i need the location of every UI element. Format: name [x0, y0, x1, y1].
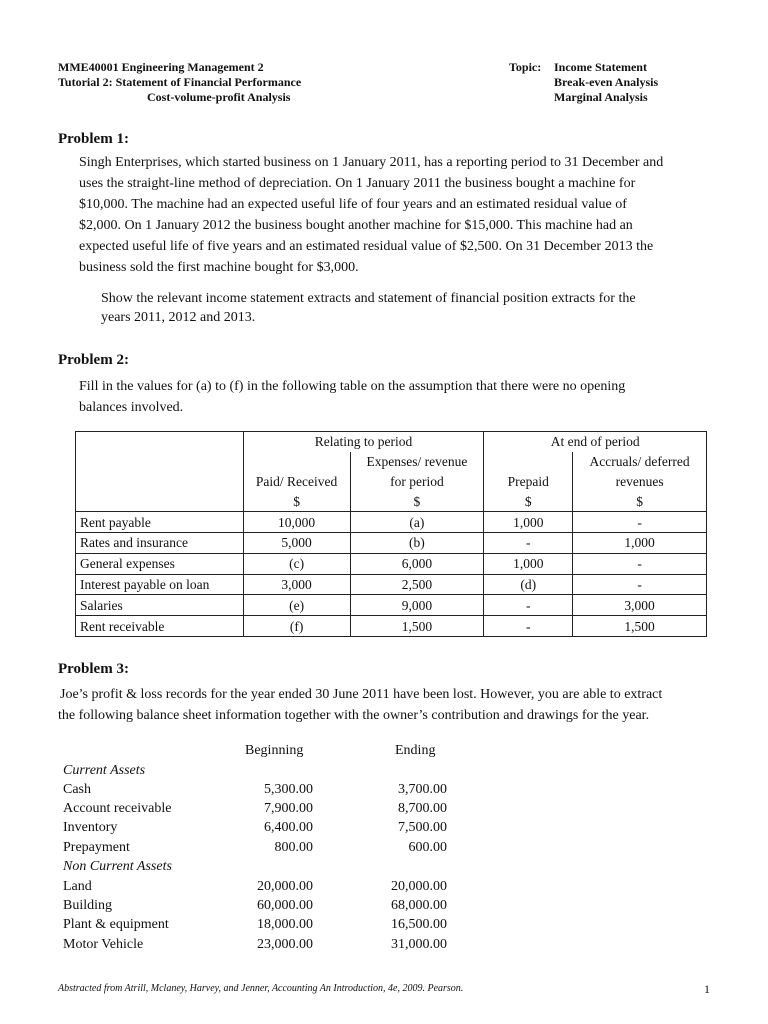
topic-list — [554, 60, 658, 105]
table-row — [76, 595, 707, 616]
problem-3-title: Problem 3: — [58, 661, 129, 677]
cell: - — [573, 553, 707, 574]
table-row — [76, 553, 707, 574]
tutorial-subtitle: Cost-volume-profit Analysis — [147, 90, 291, 104]
section-non-current-assets: Non Current Assets — [63, 859, 172, 874]
cell: - — [484, 616, 573, 637]
problem-1-task — [101, 289, 636, 327]
accruals-table — [75, 431, 707, 637]
text-line: $2,000. On 1 January 2012 the business bought another machine for $15,000. This machine had an — [79, 218, 633, 233]
problem-1-text — [79, 152, 663, 278]
text-line: the following balance sheet information together with the owner’s contribution and drawings for the year. — [58, 708, 650, 723]
col-header-expenses: for period — [350, 472, 484, 492]
cell: 3,000 — [243, 574, 350, 595]
cell: - — [484, 532, 573, 553]
table-row — [76, 616, 707, 637]
text-line: $10,000. The machine had an expected useful life of four years and an estimated residual value of — [79, 197, 627, 212]
text-line: balances involved. — [79, 400, 184, 415]
text-line: Fill in the values for (a) to (f) in the following table on the assumption that there were no opening — [79, 379, 626, 394]
col-header-prepaid: Prepaid — [484, 472, 573, 492]
cell: 1,500 — [350, 616, 484, 637]
row-label: General expenses — [76, 553, 244, 574]
tutorial-title: Tutorial 2: Statement of Financial Performance — [58, 75, 302, 89]
cell: 1,000 — [484, 512, 573, 533]
list-item: Cash 5,300.00 3,700.00 — [63, 782, 447, 797]
cell: 1,000 — [484, 553, 573, 574]
col-header-ending: Ending — [395, 743, 436, 758]
text-line: business sold the first machine bought for $3,000. — [79, 260, 359, 275]
page-number: 1 — [704, 982, 710, 996]
list-item: Building 60,000.00 68,000.00 — [63, 898, 447, 913]
cell: - — [484, 595, 573, 616]
col-header-beginning: Beginning — [245, 743, 304, 758]
problem-1-title: Problem 1: — [58, 131, 129, 147]
row-label: Salaries — [76, 595, 244, 616]
cell: (e) — [243, 595, 350, 616]
course-title: MME40001 Engineering Management 2 — [58, 60, 264, 74]
list-item: Land 20,000.00 20,000.00 — [63, 879, 447, 894]
cell: (f) — [243, 616, 350, 637]
cell: (d) — [484, 574, 573, 595]
cell: 5,000 — [243, 532, 350, 553]
text-line: expected useful life of five years and an estimated residual value of $2,500. On 31 December 2013 the — [79, 239, 654, 254]
cell: (b) — [350, 532, 484, 553]
list-item: Motor Vehicle 23,000.00 31,000.00 — [63, 937, 447, 952]
cell: (c) — [243, 553, 350, 574]
table-row — [76, 532, 707, 553]
text-line: years 2011, 2012 and 2013. — [101, 310, 256, 325]
cell: - — [573, 512, 707, 533]
table-row — [76, 574, 707, 595]
cell: 9,000 — [350, 595, 484, 616]
cell: 10,000 — [243, 512, 350, 533]
cell: 6,000 — [350, 553, 484, 574]
col-unit: $ — [573, 491, 707, 511]
topic-item: Marginal Analysis — [554, 90, 648, 104]
col-unit: $ — [350, 491, 484, 511]
col-header-paid: Paid/ Received — [243, 472, 350, 492]
cell: 3,000 — [573, 595, 707, 616]
cell: (a) — [350, 512, 484, 533]
cell: 2,500 — [350, 574, 484, 595]
source-citation: Abstracted from Atrill, Mclaney, Harvey, and Jenner, Accounting An Introduction, 4e, 2009. Pearson. — [58, 983, 464, 994]
text-line: Singh Enterprises, which started business on 1 January 2011, has a reporting period to 31 December and — [79, 155, 664, 170]
list-item: Prepayment 800.00 600.00 — [63, 840, 447, 855]
row-label: Rates and insurance — [76, 532, 244, 553]
col-header-accruals: Accruals/ deferred — [573, 452, 707, 472]
text-line: Show the relevant income statement extracts and statement of financial position extracts for the — [101, 291, 636, 306]
list-item: Inventory 6,400.00 7,500.00 — [63, 820, 447, 835]
table-row — [76, 512, 707, 533]
problem-2-title: Problem 2: — [58, 352, 129, 368]
topic-item: Income Statement — [554, 60, 647, 74]
row-label: Rent payable — [76, 512, 244, 533]
col-header-accruals: revenues — [573, 472, 707, 492]
section-current-assets: Current Assets — [63, 763, 146, 778]
list-item: Plant & equipment 18,000.00 16,500.00 — [63, 917, 447, 932]
document-header-left — [58, 60, 301, 105]
row-label: Rent receivable — [76, 616, 244, 637]
text-line: uses the straight-line method of depreciation. On 1 January 2011 the business bought a machine for — [79, 176, 636, 191]
cell: 1,500 — [573, 616, 707, 637]
cell: - — [573, 574, 707, 595]
text-line: Joe’s profit & loss records for the year ended 30 June 2011 have been lost. However, you are able to extract — [60, 687, 663, 702]
col-header-expenses: Expenses/ revenue — [350, 452, 484, 472]
group-header-period: Relating to period — [243, 432, 484, 452]
table-corner — [76, 432, 244, 452]
cell: 1,000 — [573, 532, 707, 553]
topic-item: Break-even Analysis — [554, 75, 659, 89]
group-header-end: At end of period — [484, 432, 707, 452]
topic-label: Topic: — [509, 60, 542, 74]
row-label: Interest payable on loan — [76, 574, 244, 595]
problem-2-text — [79, 376, 625, 418]
problem-3-text — [58, 684, 662, 726]
col-unit: $ — [484, 491, 573, 511]
col-unit: $ — [243, 491, 350, 511]
list-item: Account receivable 7,900.00 8,700.00 — [63, 801, 447, 816]
